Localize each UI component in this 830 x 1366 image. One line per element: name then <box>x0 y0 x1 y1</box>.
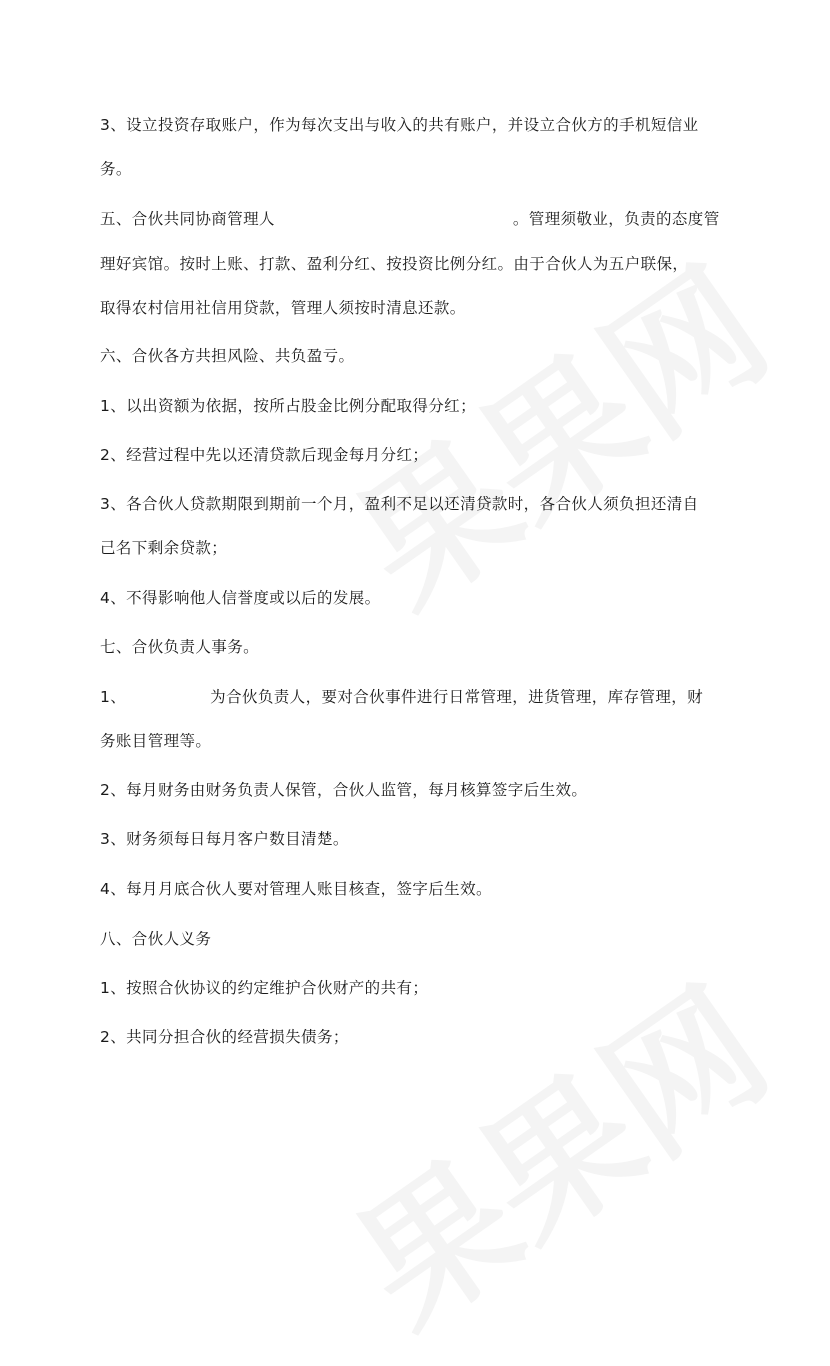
section-7-item-2: 2、每月财务由财务负责人保管，合伙人监管，每月核算签字后生效。 <box>100 781 588 799</box>
section-5-line-1 <box>100 208 740 230</box>
section-5-text: 。管理须敬业，负责的态度管 <box>512 210 720 228</box>
clause-3-line-1: 3、设立投资存取账户，作为每次支出与收入的共有账户，并设立合伙方的手机短信业 <box>100 116 699 134</box>
section-6-item-3-line-1: 3、各合伙人贷款期限到期前一个月，盈利不足以还清贷款时，各合伙人须负担还清自 <box>100 495 699 513</box>
section-6-item-2: 2、经营过程中先以还清贷款后现金每月分红； <box>100 446 429 464</box>
section-7-item-4: 4、每月月底合伙人要对管理人账目核查，签字后生效。 <box>100 880 492 898</box>
section-5-heading: 五、合伙共同协商管理人 <box>100 210 275 228</box>
section-7-item-3: 3、财务须每日每月客户数目清楚。 <box>100 830 349 848</box>
section-6-item-3-line-2: 己名下剩余贷款； <box>100 539 228 557</box>
section-7-item-1-text: 为合伙负责人，要对合伙事件进行日常管理，进货管理，库存管理，财 <box>210 688 704 706</box>
section-7-item-1-number: 1、 <box>100 688 127 706</box>
watermark-top <box>309 210 802 645</box>
section-7-item-1-line-1 <box>100 686 740 708</box>
section-8-item-1: 1、按照合伙协议的约定维护合伙财产的共有； <box>100 979 429 997</box>
section-7-item-1-line-2: 务账目管理等。 <box>100 732 212 750</box>
section-5-line-3: 取得农村信用社信用贷款，管理人须按时清息还款。 <box>100 299 466 317</box>
section-7-heading: 七、合伙负责人事务。 <box>100 638 260 656</box>
section-5-line-2: 理好宾馆。按时上账、打款、盈利分红、按投资比例分红。由于合伙人为五户联保， <box>100 255 689 273</box>
clause-3-line-2: 务。 <box>100 160 132 178</box>
section-6-item-1: 1、以出资额为依据，按所占股金比例分配取得分红； <box>100 397 476 415</box>
section-6-heading: 六、合伙各方共担风险、共负盈亏。 <box>100 347 355 365</box>
section-8-item-2: 2、共同分担合伙的经营损失债务； <box>100 1028 349 1046</box>
section-8-heading: 八、合伙人义务 <box>100 930 212 948</box>
section-6-item-4: 4、不得影响他人信誉度或以后的发展。 <box>100 589 381 607</box>
